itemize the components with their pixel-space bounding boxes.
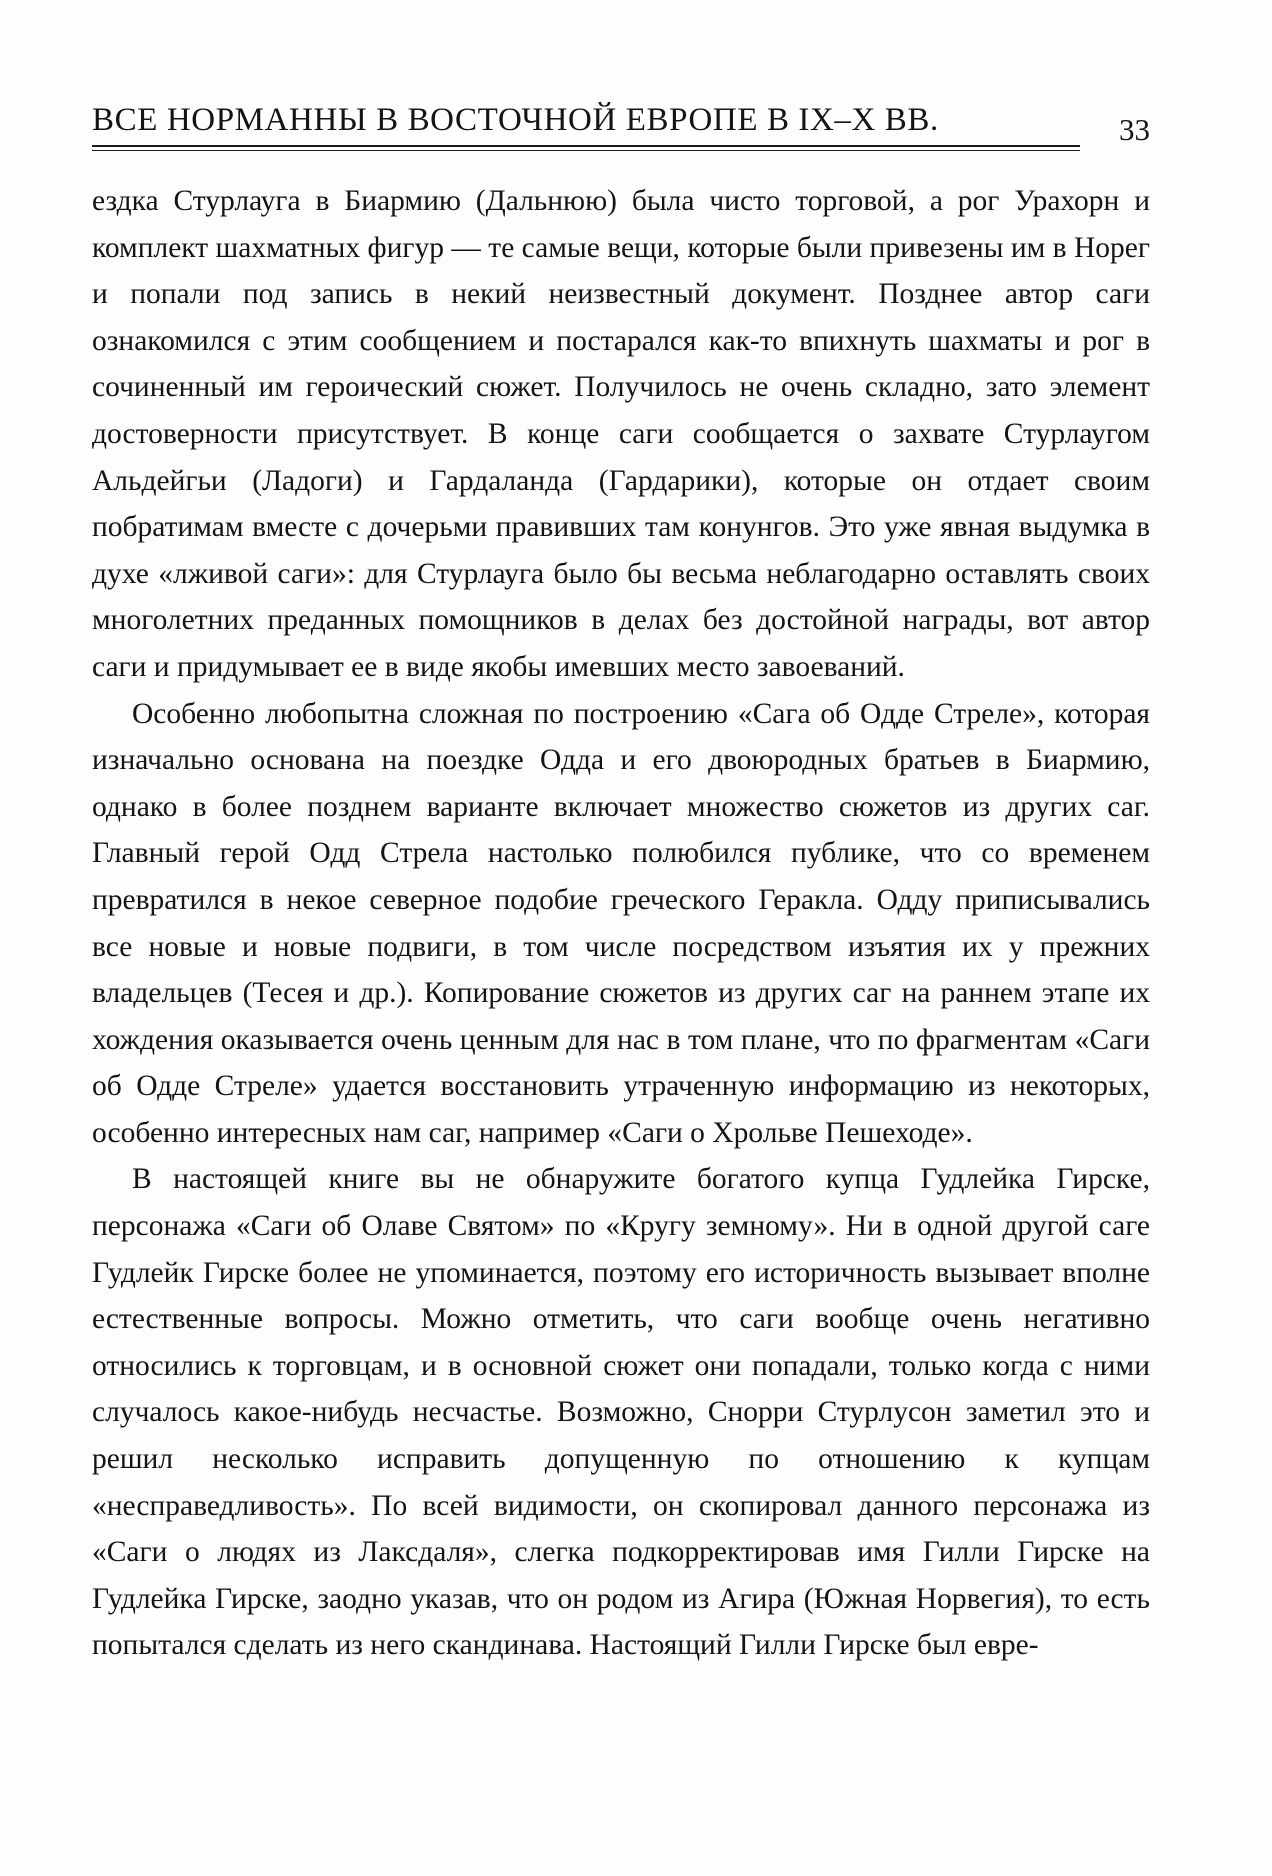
body-text [92, 178, 1150, 1669]
header-rule-thin [92, 150, 1080, 151]
paragraph-continued: ездка Стурлауга в Биармию (Дальнюю) была чисто торговой, а рог Урахорн и комплект шахматных фигур — те самые вещи, которые были привезены им в Норег и попали под запись в некий неизвестный документ. Позднее автор саги ознакомился с этим сообщением и постарался как-то впихнуть шахматы и рог в сочиненный им героический сюжет. Получилось не очень складно, зато элемент достоверности присутствует. В конце саги сообщается о захвате Стурлаугом Альдейгьи (Ладоги) и Гардаланда (Гардарики), которые он отдает своим побратимам вместе с дочерьми правивших там конунгов. Это уже явная выдумка в духе «лживой саги»: для Стурлауга было бы весьма неблагодарно оставлять своих многолетних преданных помощников в делах без достойной награды, вот автор саги и придумывает ее в виде якобы имевших место завоеваний. [92, 185, 1150, 683]
running-title: ВСЕ НОРМАННЫ В ВОСТОЧНОЙ ЕВРОПЕ В IX–X ВВ. [92, 102, 939, 138]
page-number: 33 [1119, 112, 1150, 147]
running-head [92, 100, 1150, 147]
paragraph-odd-saga: Особенно любопытна сложная по построению «Сага об Одде Стреле», которая изначально основана на поездке Одда и его двоюродных братьев в Биармию, однако в более позднем варианте включает множество сюжетов из других саг. Главный герой Одд Стрела настолько полюбился публике, что со временем превратился в некое северное подобие греческого Геракла. Одду приписывались все новые и новые подвиги, в том числе посредством изъятия их у прежних владельцев (Тесея и др.). Копирование сюжетов из других саг на раннем этапе их хождения оказывается очень ценным для нас в том плане, что по фрагментам «Саги об Одде Стреле» удается восстановить утраченную информацию из некоторых, особенно интересных нам саг, например «Саги о Хрольве Пешеходе». [92, 697, 1150, 1149]
paragraph-gudleik: В настоящей книге вы не обнаружите богатого купца Гудлейка Гирске, персонажа «Саги об Олаве Святом» по «Кругу земному». Ни в одной другой саге Гудлейк Гирске более не упоминается, поэтому его историчность вызывает вполне естественные вопросы. Можно отметить, что саги вообще очень негативно относились к торговцам, и в основной сюжет они попадали, только когда с ними случалось какое-нибудь несчастье. Возможно, Снорри Стурлусон заметил это и решил несколько исправить допущенную по отношению к купцам «несправедливость». По всей видимости, он скопировал данного персонажа из «Саги о людях из Лаксдаля», слегка подкорректировав имя Гилли Гирске на Гудлейка Гирске, заодно указав, что он родом из Агира (Южная Норвегия), то есть попытался сделать из него скандинава. Настоящий Гилли Гирске был евре- [92, 1163, 1150, 1662]
header-rule-thick [92, 145, 1080, 147]
